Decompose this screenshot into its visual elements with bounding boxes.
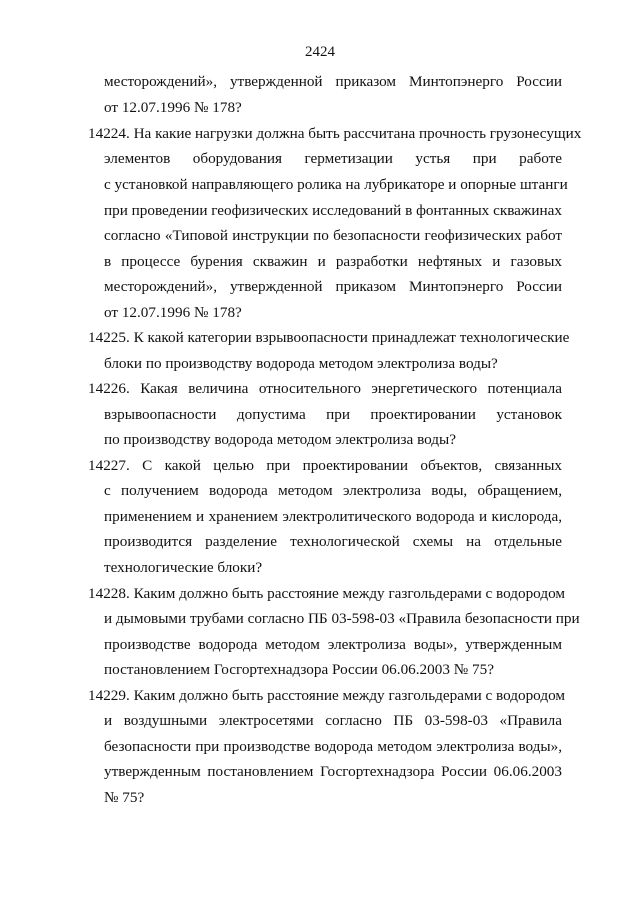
text-line: безопасности при производстве водорода методом электролиза воды», — [104, 738, 562, 755]
text-line: с получением водорода методом электролиза воды, обращением, — [104, 482, 562, 499]
text-line: и воздушными электросетями согласно ПБ 03-598-03 «Правила — [104, 712, 562, 729]
text-line: взрывоопасности допустима при проектировании установок — [104, 406, 562, 423]
question-14225-first-line: 14225. К какой категории взрывоопасности принадлежат технологические — [88, 329, 570, 346]
text-line: по производству водорода методом электролиза воды? — [104, 431, 456, 448]
question-14227-first-line: 14227. С какой целью при проектировании объектов, связанных — [88, 457, 562, 474]
text-line: № 75? — [104, 789, 145, 806]
text-line: производится разделение технологической схемы на отдельные — [104, 533, 562, 550]
text-line: согласно «Типовой инструкции по безопасности геофизических работ — [104, 227, 562, 244]
question-14226-first-line: 14226. Какая величина относительного энергетического потенциала — [88, 380, 562, 397]
text-line: месторождений», утвержденной приказом Минтопэнерго России — [104, 73, 562, 90]
text-line: блоки по производству водорода методом электролиза воды? — [104, 355, 498, 372]
text-line: технологические блоки? — [104, 559, 263, 576]
page-number: 2424 — [305, 44, 335, 60]
text-line: от 12.07.1996 № 178? — [104, 99, 242, 116]
text-line: при проведении геофизических исследований в фонтанных скважинах — [104, 202, 562, 219]
text-line: применением и хранением электролитического водорода и кислорода, — [104, 508, 562, 525]
text-line: постановлением Госгортехнадзора России 06.06.2003 № 75? — [104, 661, 494, 678]
text-line: от 12.07.1996 № 178? — [104, 304, 242, 321]
text-line: утвержденным постановлением Госгортехнадзора России 06.06.2003 — [104, 763, 562, 780]
text-line: производстве водорода методом электролиза воды», утвержденным — [104, 636, 562, 653]
text-line: элементов оборудования герметизации устья при работе — [104, 150, 562, 167]
question-14224-first-line: 14224. На какие нагрузки должна быть рассчитана прочность грузонесущих — [88, 125, 582, 142]
text-line: в процессе бурения скважин и разработки нефтяных и газовых — [104, 253, 562, 270]
text-line: и дымовыми трубами согласно ПБ 03-598-03 «Правила безопасности при — [104, 610, 580, 627]
text-line: с установкой направляющего ролика на лубрикаторе и опорные штанги — [104, 176, 568, 193]
text-line: месторождений», утвержденной приказом Минтопэнерго России — [104, 278, 562, 295]
question-14229-first-line: 14229. Каким должно быть расстояние между газгольдерами с водородом — [88, 687, 565, 704]
question-14228-first-line: 14228. Каким должно быть расстояние между газгольдерами с водородом — [88, 585, 565, 602]
